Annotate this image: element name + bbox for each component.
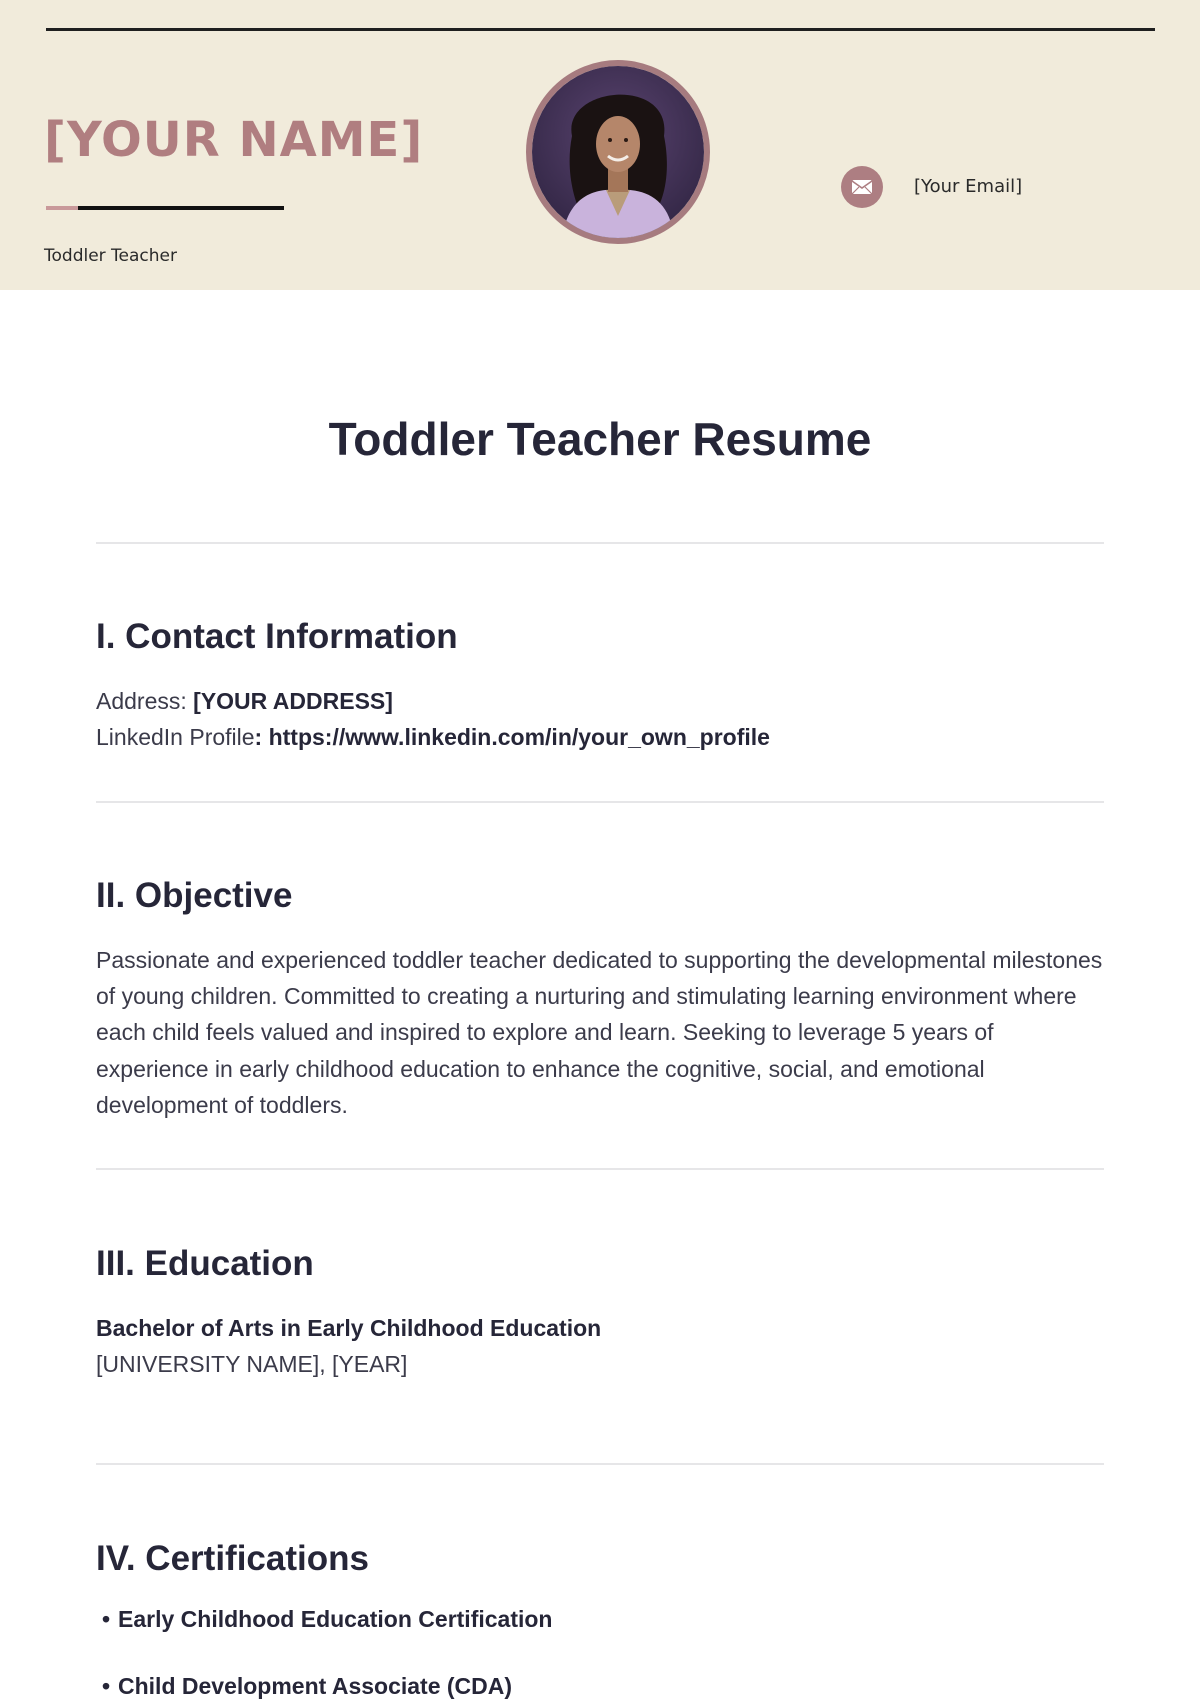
- name-underline-accent: [46, 206, 78, 210]
- address-value: [YOUR ADDRESS]: [193, 688, 393, 714]
- candidate-name: [YOUR NAME]: [44, 112, 424, 168]
- education-heading: III. Education: [96, 1244, 314, 1283]
- certifications-heading: IV. Certifications: [96, 1539, 369, 1578]
- section-divider: [96, 1463, 1104, 1465]
- objective-heading: II. Objective: [96, 876, 293, 915]
- profile-photo: [526, 60, 710, 244]
- certification-item: [102, 1606, 552, 1633]
- education-degree: Bachelor of Arts in Early Childhood Education: [96, 1315, 602, 1341]
- certification-text: Child Development Associate (CDA): [118, 1673, 513, 1699]
- linkedin-line: [96, 719, 770, 755]
- bullet-icon: •: [102, 1673, 111, 1699]
- address-line: [96, 683, 393, 719]
- bullet-icon: •: [102, 1606, 111, 1632]
- linkedin-label: LinkedIn Profile: [96, 724, 255, 750]
- envelope-icon: [851, 179, 873, 195]
- contact-heading: I. Contact Information: [96, 617, 458, 656]
- email-icon: [841, 166, 883, 208]
- profile-photo-image: [532, 66, 704, 238]
- name-underline-bar: [78, 206, 284, 210]
- job-title: Toddler Teacher: [44, 246, 177, 266]
- certification-item: [102, 1673, 512, 1700]
- section-divider: [96, 801, 1104, 803]
- name-underline: [46, 206, 284, 210]
- header-top-rule: [46, 28, 1155, 31]
- linkedin-url[interactable]: : https://www.linkedin.com/in/your_own_profile: [254, 724, 770, 750]
- education-school: [UNIVERSITY NAME], [YEAR]: [96, 1351, 408, 1377]
- certification-text: Early Childhood Education Certification: [118, 1606, 553, 1632]
- address-label: Address:: [96, 688, 194, 714]
- email-address[interactable]: [Your Email]: [914, 176, 1023, 197]
- document-title: Toddler Teacher Resume: [328, 413, 872, 465]
- section-divider: [96, 1168, 1104, 1170]
- objective-text: Passionate and experienced toddler teacher dedicated to supporting the developmental milestones of young children. Committed to creating a nurturing and stimulating learning environment where each child feels valued and inspired to explore and learn. Seeking to leverage 5 years of experience in early childhood education to enhance the cognitive, social, and emotional development of toddlers.: [96, 947, 1103, 1118]
- section-divider: [96, 542, 1104, 544]
